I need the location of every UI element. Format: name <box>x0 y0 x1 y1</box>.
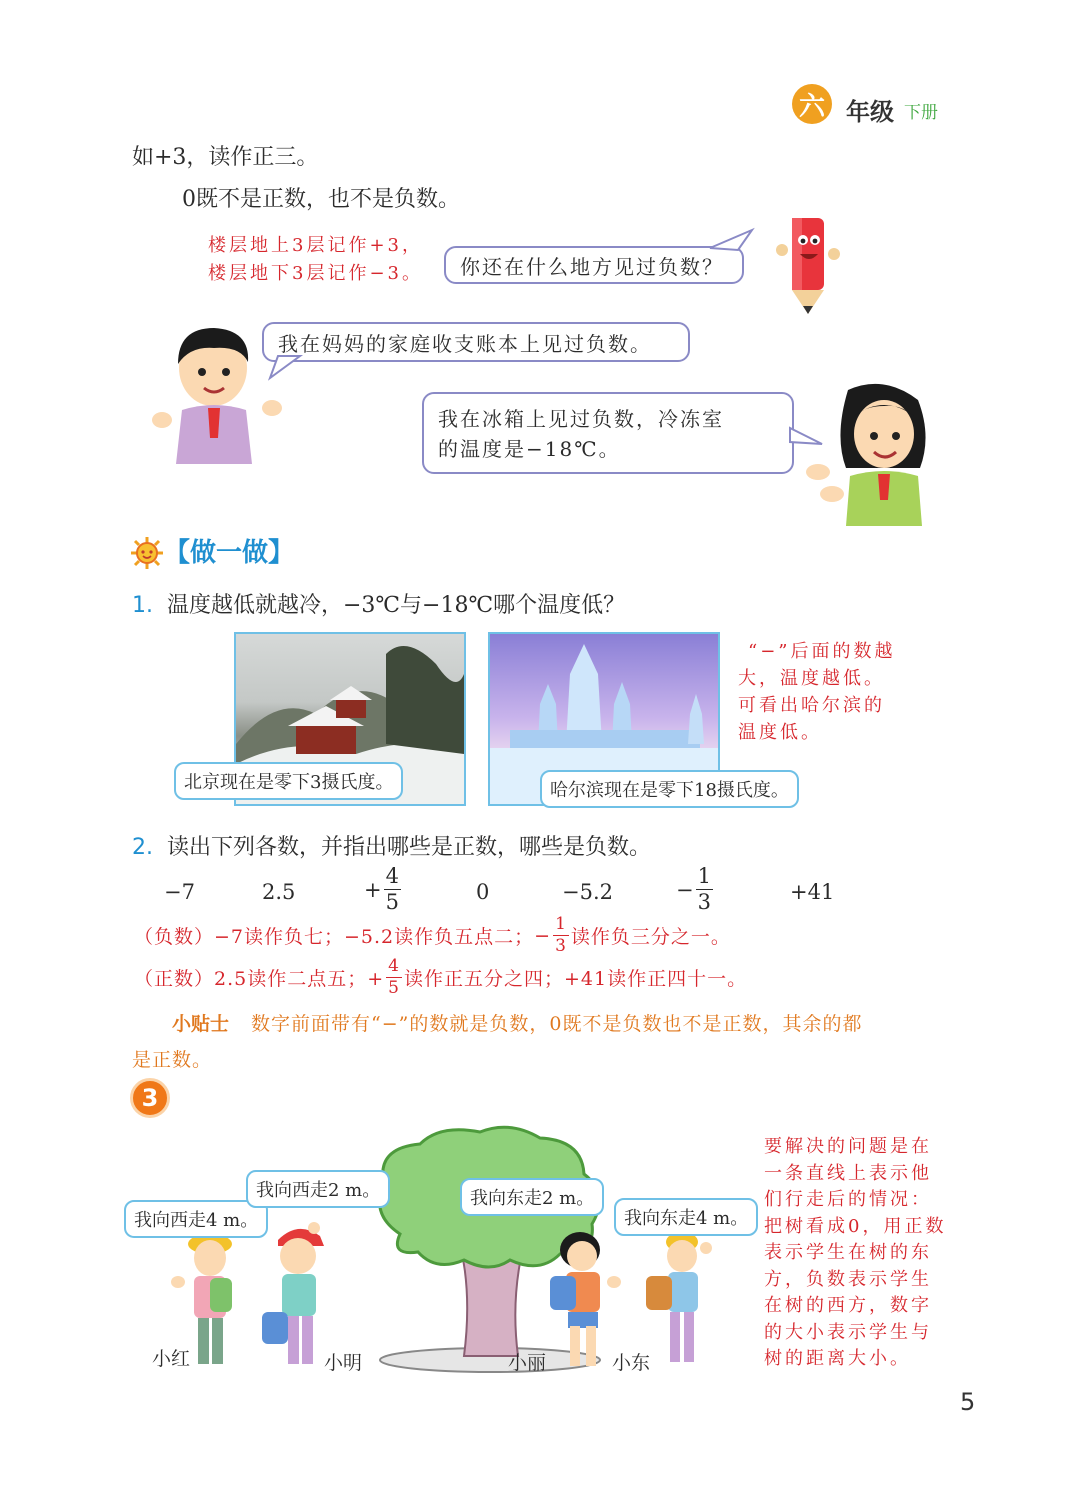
fraction-sign: − <box>676 877 694 902</box>
fraction-sign: + <box>364 877 382 902</box>
tip-line-1: 数字前面带有“−”的数就是负数，0既不是负数也不是正数，其余的都 <box>251 1013 863 1035</box>
example-3-note-line-1: 要解决的问题是在 <box>764 1136 932 1157</box>
floor-note-line-1: 楼层地上3层记作+3， <box>208 235 423 256</box>
number-2-5: 2.5 <box>262 880 296 904</box>
page-number: 5 <box>960 1388 976 1416</box>
intro-line-1: 如+3，读作正三。 <box>132 145 319 170</box>
xiaohong-speech-bubble <box>124 1200 268 1238</box>
fraction-denominator: 5 <box>385 890 399 914</box>
question-2-text: 读出下列各数，并指出哪些是正数，哪些是负数。 <box>167 835 652 860</box>
fraction-numerator: 4 <box>388 956 400 976</box>
girl-speech-line-2: 的温度是−18℃。 <box>438 437 621 461</box>
number-neg-5-2: −5.2 <box>562 880 613 904</box>
positive-answer-prefix: （正数）2.5读作二点五；+ <box>134 968 385 990</box>
number-neg-one-third <box>676 866 715 913</box>
tip-line-2: 是正数。 <box>132 1049 213 1071</box>
number-list <box>0 866 1080 922</box>
number-pos-41: +41 <box>790 880 835 904</box>
example-3-note-line-6: 方，负数表示学生 <box>764 1268 932 1290</box>
name-xiaohong: 小红 <box>152 1348 191 1370</box>
fraction-numerator: 1 <box>555 914 567 934</box>
fraction-denominator: 3 <box>697 890 711 914</box>
q1-note-line-4: 温度低。 <box>738 722 822 743</box>
boy-speech-bubble <box>262 322 690 362</box>
fraction-numerator: 4 <box>385 864 399 888</box>
example-3-note-line-5: 表示学生在树的东 <box>764 1242 932 1263</box>
grade-char: 六 <box>798 91 825 122</box>
name-xiaoming: 小明 <box>324 1352 363 1374</box>
example-3-badge <box>130 1078 170 1118</box>
floor-note-line-2: 楼层地下3层记作−3。 <box>208 263 423 284</box>
pencil-bubble-tail <box>700 226 760 256</box>
number-pos-four-fifths <box>364 866 403 913</box>
xiaodong-character-icon <box>640 1228 720 1376</box>
tip <box>132 1006 962 1078</box>
fraction-numerator: 1 <box>697 864 711 888</box>
fraction-denominator: 3 <box>555 936 567 956</box>
sun-icon <box>130 536 164 570</box>
beijing-caption-text: 北京现在是零下3摄氏度。 <box>184 772 394 793</box>
example-3-note <box>764 1134 946 1373</box>
girl-character-icon <box>800 376 940 526</box>
tip-label: 小贴士 <box>172 1013 230 1035</box>
example-3-note-line-9: 树的距离大小。 <box>764 1348 911 1369</box>
example-3-note-line-3: 们行走后的情况： <box>764 1189 932 1210</box>
example-3-note-line-2: 一条直线上表示他 <box>764 1162 932 1184</box>
pencil-speech-bubble <box>444 246 744 284</box>
positive-answer-suffix: 读作正五分之四；+41读作正四十一。 <box>403 968 748 990</box>
positive-answer <box>134 958 747 997</box>
question-2-number: 2. <box>132 835 153 860</box>
name-xiaoli: 小丽 <box>508 1352 547 1374</box>
harbin-caption <box>540 770 799 808</box>
xiaoming-speech-text: 我向西走2 m。 <box>256 1180 381 1201</box>
q1-note-line-3: 可看出哈尔滨的 <box>738 695 885 716</box>
q1-note-line-1: “−”后面的数越 <box>748 641 896 662</box>
number-zero: 0 <box>476 880 490 904</box>
intro-line-2: 0既不是正数，也不是负数。 <box>182 187 460 212</box>
question-1-number: 1. <box>132 593 153 618</box>
example-3-note-line-8: 的大小表示学生与 <box>764 1321 932 1343</box>
q1-note <box>738 638 896 746</box>
floor-note <box>208 232 423 288</box>
name-xiaodong: 小东 <box>612 1352 651 1374</box>
beijing-caption <box>174 762 403 800</box>
question-1-text: 温度越低就越冷，−3℃与−18℃哪个温度低？ <box>167 593 626 618</box>
xiaodong-speech-bubble <box>614 1198 758 1236</box>
negative-answer-suffix: 读作负三分之一。 <box>570 926 731 948</box>
negative-answer-sign: − <box>534 924 552 947</box>
xiaoli-speech-bubble <box>460 1178 604 1216</box>
q1-note-line-2: 大，温度越低。 <box>738 668 885 689</box>
pencil-mascot-icon <box>772 210 842 320</box>
example-3-number: 3 <box>141 1084 159 1112</box>
grade-label: 年级 <box>846 98 894 126</box>
negative-answer-prefix: （负数）−7读作负七；−5.2读作负五点二； <box>134 926 535 948</box>
girl-speech-bubble <box>422 392 794 474</box>
pencil-speech-text: 你还在什么地方见过负数？ <box>460 255 724 279</box>
grade-badge <box>792 84 832 124</box>
example-3-note-line-7: 在树的西方，数字 <box>764 1295 932 1316</box>
fraction-denominator: 5 <box>388 978 400 998</box>
number-neg-7: −7 <box>164 880 195 904</box>
practice-title: 【做一做】 <box>164 538 295 568</box>
question-2 <box>132 830 651 861</box>
volume-label: 下册 <box>904 103 938 123</box>
xiaohong-speech-text: 我向西走4 m。 <box>134 1210 259 1231</box>
xiaodong-speech-text: 我向东走4 m。 <box>624 1208 749 1229</box>
question-1 <box>132 588 625 619</box>
negative-answer <box>134 916 731 955</box>
harbin-caption-text: 哈尔滨现在是零下18摄氏度。 <box>550 780 789 801</box>
example-3-note-line-4: 把树看成0，用正数 <box>764 1215 947 1237</box>
girl-speech-line-1: 我在冰箱上见过负数，冷冻室 <box>438 407 724 431</box>
xiaoming-speech-bubble <box>246 1170 390 1208</box>
xiaoli-speech-text: 我向东走2 m。 <box>470 1188 595 1209</box>
boy-bubble-tail <box>260 352 320 382</box>
boy-speech-text: 我在妈妈的家庭收支账本上见过负数。 <box>278 332 652 356</box>
